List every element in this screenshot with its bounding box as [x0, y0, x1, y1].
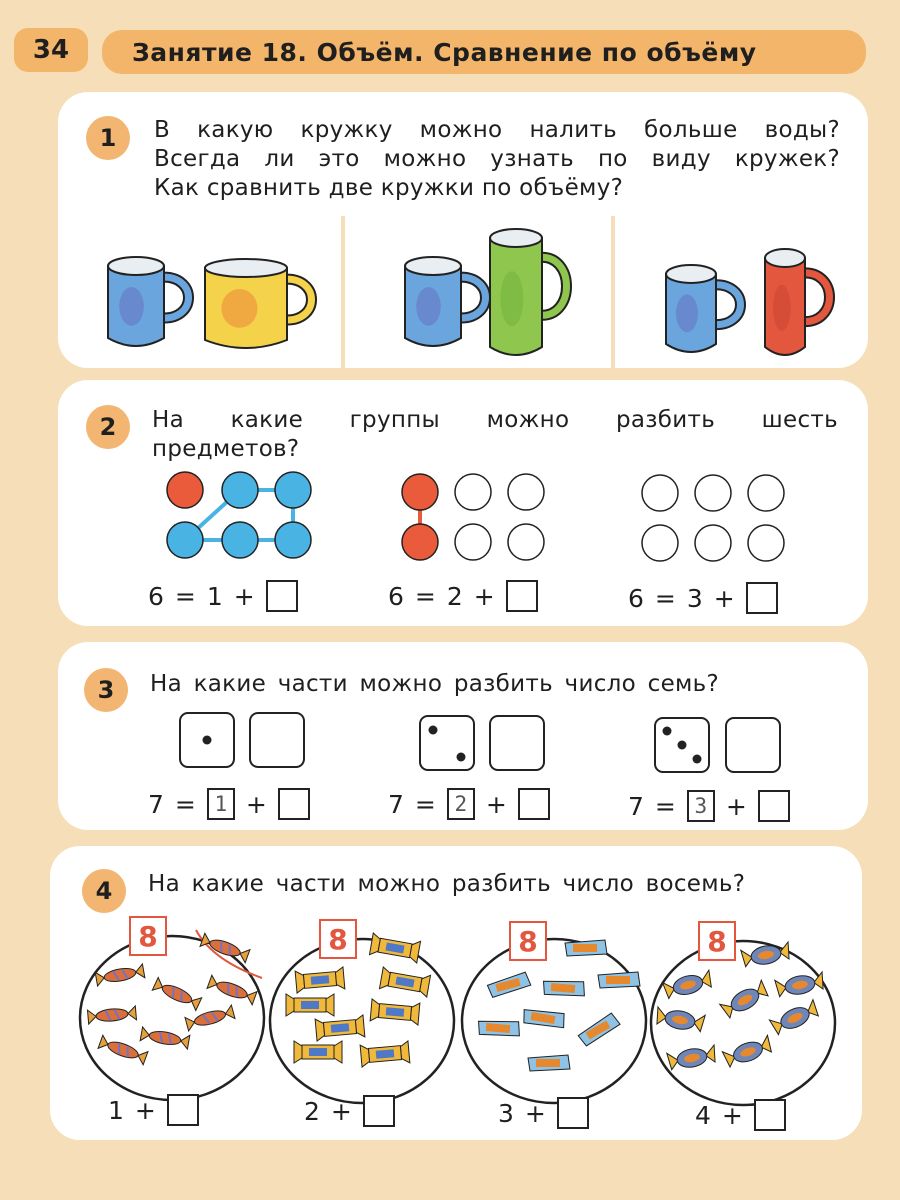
eq-sign: =: [174, 789, 196, 819]
eq-operator: +: [713, 583, 735, 613]
plate-badge: 8: [129, 916, 167, 956]
task-1-line: В какую кружку можно налить больше воды?: [154, 117, 840, 143]
candy: [565, 940, 607, 956]
eq-operator: +: [233, 581, 255, 611]
eq-operator: +: [721, 1100, 743, 1130]
eq-sign: =: [174, 581, 196, 611]
answer-box[interactable]: [754, 1099, 786, 1131]
eq-number: 6: [388, 581, 404, 611]
answer-box[interactable]: [363, 1095, 395, 1127]
candy-label: [386, 1007, 405, 1017]
eq-number: 3: [686, 583, 703, 613]
task-3-question: На какие части можно разбить число семь?: [150, 671, 720, 697]
task-2-word: разбить: [615, 407, 716, 433]
plate-badge: 8: [698, 921, 736, 961]
plate-badge: 8: [509, 921, 547, 961]
task-4-expression: [108, 1094, 199, 1126]
eq-number: 4: [695, 1100, 711, 1130]
answer-box[interactable]: [557, 1097, 589, 1129]
task-2-word: шесть: [761, 407, 838, 433]
candy-label: [309, 1048, 327, 1056]
candy-label: [311, 975, 330, 985]
task-2-word: можно: [486, 407, 570, 433]
eq-operator: +: [473, 581, 495, 611]
candy-label: [331, 1023, 350, 1033]
eq-sign: =: [654, 791, 676, 821]
plate-badge: 8: [319, 919, 357, 959]
task-4-question: На какие части можно разбить число восемь?: [148, 871, 746, 897]
candy-label: [536, 1059, 560, 1067]
answer-box[interactable]: [167, 1094, 199, 1126]
eq-operator: +: [134, 1095, 156, 1125]
eq-number: 3: [498, 1098, 514, 1128]
eq-operator: +: [245, 789, 267, 819]
traced-digit: 2: [447, 788, 475, 820]
task-1-line: Как сравнить две кружки по объёму?: [154, 175, 624, 201]
eq-number: 7: [628, 791, 644, 821]
candy: [528, 1055, 570, 1071]
task-4-expression: [304, 1095, 395, 1127]
candy: [598, 972, 640, 988]
eq-sign: =: [654, 583, 676, 613]
eq-number: 7: [148, 789, 164, 819]
task-3-number: 3: [84, 668, 128, 712]
eq-number: 1: [206, 581, 223, 611]
eq-sign: =: [414, 581, 436, 611]
task-1-line: Всегда ли это можно узнать по виду кружек?: [154, 146, 840, 172]
candy: [542, 978, 585, 998]
eq-operator: +: [725, 791, 747, 821]
eq-number: 1: [108, 1095, 124, 1125]
task-2-number: 2: [86, 405, 130, 449]
eq-operator: +: [485, 789, 507, 819]
task-2-word: На: [152, 407, 184, 433]
task-1-number: 1: [86, 116, 130, 160]
eq-operator: +: [330, 1096, 352, 1126]
eq-number: 2: [304, 1096, 320, 1126]
traced-digit: 1: [207, 788, 235, 820]
lesson-title: Занятие 18. Объём. Сравнение по объёму: [102, 30, 866, 74]
task-2-word: какие: [230, 407, 304, 433]
task-2-word: группы: [349, 407, 441, 433]
candy: [477, 1018, 520, 1038]
eq-number: 7: [388, 789, 404, 819]
eq-number: 6: [148, 581, 164, 611]
task-2-line: предметов?: [152, 436, 300, 462]
eq-number: 2: [446, 581, 463, 611]
eq-operator: +: [524, 1098, 546, 1128]
candy-label: [606, 976, 630, 984]
candy-label: [376, 1049, 395, 1059]
eq-number: 6: [628, 583, 644, 613]
candy-label: [573, 944, 597, 952]
candy-label: [301, 1001, 319, 1009]
page-number: 34: [14, 28, 88, 72]
traced-digit: 3: [687, 790, 715, 822]
task-4-expression: [695, 1099, 786, 1131]
eq-sign: =: [414, 789, 436, 819]
task-4-expression: [498, 1097, 589, 1129]
task-4-number: 4: [82, 869, 126, 913]
